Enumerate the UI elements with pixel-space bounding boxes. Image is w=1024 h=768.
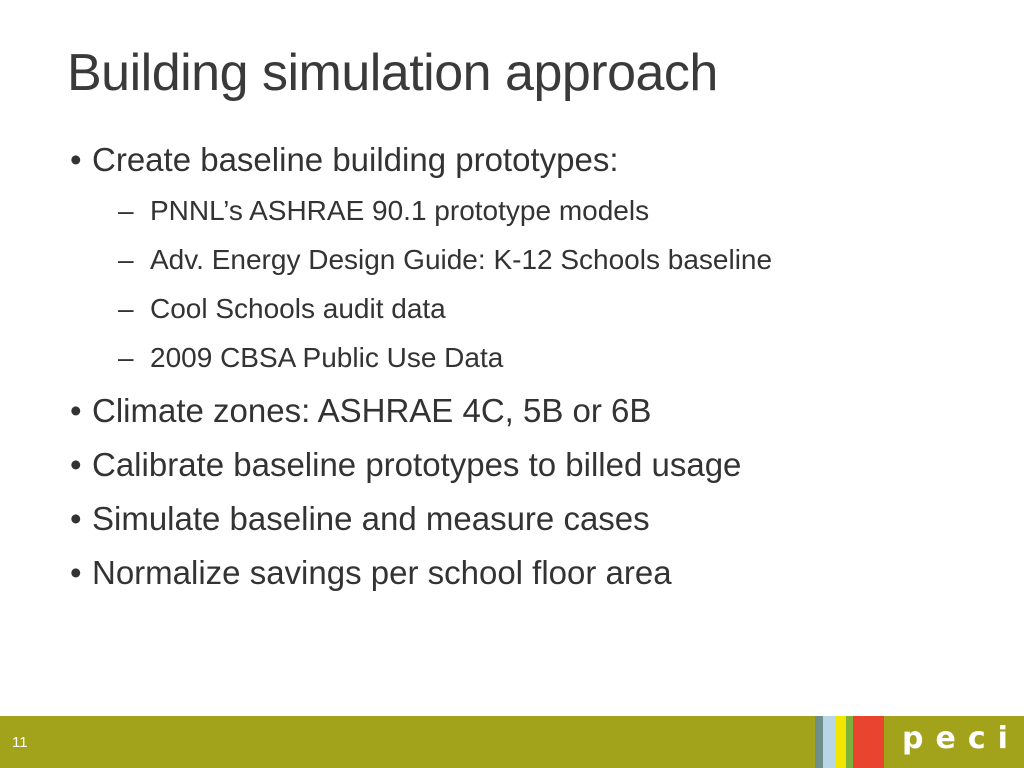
bullet-item (70, 553, 990, 593)
bullet-marker: • (70, 446, 82, 483)
peci-logo (884, 716, 1024, 768)
bullet-item (70, 499, 990, 539)
dash-marker: – (118, 342, 134, 373)
sub-bullet-text: 2009 CBSA Public Use Data (150, 342, 504, 373)
sub-bullet-item (70, 292, 990, 326)
bullet-text: Normalize savings per school floor area (92, 554, 672, 591)
brand-stripe (815, 716, 823, 768)
sub-bullet-text: Cool Schools audit data (150, 293, 446, 324)
brand-stripes (815, 716, 884, 768)
sub-bullet-list (70, 194, 990, 375)
bullet-item (70, 140, 990, 180)
sub-bullet-text: PNNL’s ASHRAE 90.1 prototype models (150, 195, 650, 226)
dash-marker: – (118, 293, 134, 324)
brand-stripe (823, 716, 836, 768)
bullet-text: Simulate baseline and measure cases (92, 500, 650, 537)
sub-bullet-text: Adv. Energy Design Guide: K-12 Schools baseline (150, 244, 773, 275)
bullet-marker: • (70, 141, 82, 178)
sub-bullet-item (70, 243, 990, 277)
bullet-marker: • (70, 392, 82, 429)
bullet-marker: • (70, 500, 82, 537)
dash-marker: – (118, 195, 134, 226)
bullet-list (70, 140, 990, 607)
dash-marker: – (118, 244, 134, 275)
bullet-text: Climate zones: ASHRAE 4C, 5B or 6B (92, 392, 652, 429)
brand-stripe (846, 716, 853, 768)
sub-bullet-item (70, 341, 990, 375)
bullet-text: Calibrate baseline prototypes to billed usage (92, 446, 742, 483)
footer-bar (0, 716, 1024, 768)
bullet-item (70, 391, 990, 431)
bullet-text: Create baseline building prototypes: (92, 141, 619, 178)
brand-stripe (836, 716, 846, 768)
sub-bullet-item (70, 194, 990, 228)
slide-title: Building simulation approach (67, 44, 718, 102)
slide-number: 11 (12, 734, 28, 751)
logo-text: peci (902, 721, 1020, 756)
bullet-marker: • (70, 554, 82, 591)
bullet-item (70, 445, 990, 485)
brand-stripe (853, 716, 884, 768)
